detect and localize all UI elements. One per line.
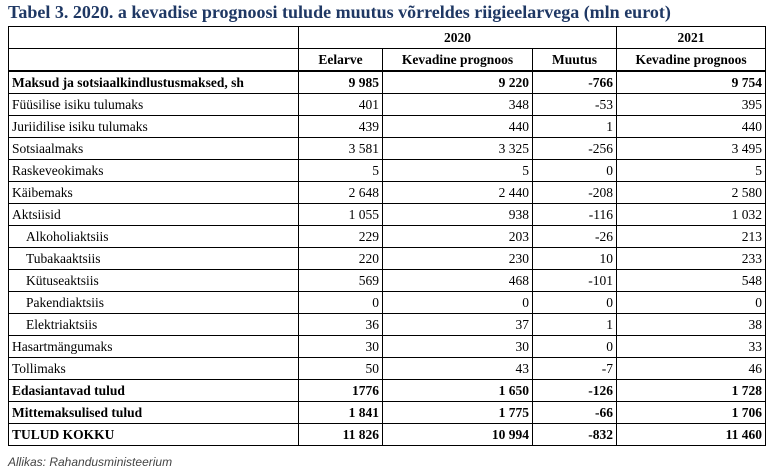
cell-muutus: -53 bbox=[533, 94, 617, 116]
row-label: Juriidilise isiku tulumaks bbox=[9, 116, 299, 138]
header-empty-cell bbox=[9, 27, 299, 49]
row-label: Maksud ja sotsiaalkindlustusmaksed, sh bbox=[9, 71, 299, 94]
cell-muutus: -26 bbox=[533, 226, 617, 248]
cell-eelarve: 401 bbox=[299, 94, 383, 116]
table-row bbox=[9, 138, 766, 160]
row-label: Aktsiisid bbox=[9, 204, 299, 226]
table-row bbox=[9, 116, 766, 138]
cell-eelarve: 5 bbox=[299, 160, 383, 182]
cell-kevadine-2020: 2 440 bbox=[383, 182, 533, 204]
row-label: Raskeveokimaks bbox=[9, 160, 299, 182]
header-empty-label-cell bbox=[9, 49, 299, 72]
row-label: Käibemaks bbox=[9, 182, 299, 204]
cell-muutus: -256 bbox=[533, 138, 617, 160]
header-muutus: Muutus bbox=[533, 49, 617, 72]
table-row bbox=[9, 226, 766, 248]
cell-kevadine-2020: 348 bbox=[383, 94, 533, 116]
cell-kevadine-2021: 33 bbox=[617, 336, 766, 358]
table-row bbox=[9, 248, 766, 270]
header-eelarve: Eelarve bbox=[299, 49, 383, 72]
cell-eelarve: 11 826 bbox=[299, 424, 383, 446]
cell-eelarve: 9 985 bbox=[299, 71, 383, 94]
cell-muutus: -208 bbox=[533, 182, 617, 204]
header-row-years bbox=[9, 27, 766, 49]
header-year-2021: 2021 bbox=[617, 27, 766, 49]
cell-muutus: -832 bbox=[533, 424, 617, 446]
row-label: Sotsiaalmaks bbox=[9, 138, 299, 160]
revenue-table bbox=[8, 26, 766, 446]
cell-kevadine-2021: 5 bbox=[617, 160, 766, 182]
row-label: Alkoholiaktsiis bbox=[9, 226, 299, 248]
table-row bbox=[9, 402, 766, 424]
cell-kevadine-2020: 3 325 bbox=[383, 138, 533, 160]
cell-kevadine-2020: 43 bbox=[383, 358, 533, 380]
row-label: Pakendiaktsiis bbox=[9, 292, 299, 314]
cell-eelarve: 50 bbox=[299, 358, 383, 380]
cell-kevadine-2020: 37 bbox=[383, 314, 533, 336]
cell-eelarve: 439 bbox=[299, 116, 383, 138]
cell-muutus: -7 bbox=[533, 358, 617, 380]
table-row bbox=[9, 94, 766, 116]
cell-kevadine-2020: 5 bbox=[383, 160, 533, 182]
table-row bbox=[9, 160, 766, 182]
row-label: TULUD KOKKU bbox=[9, 424, 299, 446]
cell-kevadine-2020: 1 650 bbox=[383, 380, 533, 402]
cell-kevadine-2020: 0 bbox=[383, 292, 533, 314]
cell-muutus: -116 bbox=[533, 204, 617, 226]
row-label: Hasartmängumaks bbox=[9, 336, 299, 358]
header-kevadine-prognoos-2021: Kevadine prognoos bbox=[617, 49, 766, 72]
row-label: Tollimaks bbox=[9, 358, 299, 380]
header-kevadine-prognoos-2020: Kevadine prognoos bbox=[383, 49, 533, 72]
cell-muutus: 0 bbox=[533, 336, 617, 358]
cell-kevadine-2020: 938 bbox=[383, 204, 533, 226]
cell-eelarve: 229 bbox=[299, 226, 383, 248]
table-row-total bbox=[9, 424, 766, 446]
row-label: Kütuseaktsiis bbox=[9, 270, 299, 292]
row-label: Edasiantavad tulud bbox=[9, 380, 299, 402]
cell-kevadine-2020: 440 bbox=[383, 116, 533, 138]
table-body bbox=[9, 71, 766, 446]
cell-eelarve: 0 bbox=[299, 292, 383, 314]
cell-muutus: 0 bbox=[533, 292, 617, 314]
table-row bbox=[9, 204, 766, 226]
cell-eelarve: 1776 bbox=[299, 380, 383, 402]
cell-eelarve: 1 841 bbox=[299, 402, 383, 424]
cell-muutus: -126 bbox=[533, 380, 617, 402]
table-row bbox=[9, 314, 766, 336]
row-label: Mittemaksulised tulud bbox=[9, 402, 299, 424]
cell-kevadine-2020: 1 775 bbox=[383, 402, 533, 424]
header-row-columns bbox=[9, 49, 766, 72]
cell-kevadine-2021: 38 bbox=[617, 314, 766, 336]
cell-muutus: -766 bbox=[533, 71, 617, 94]
table-row bbox=[9, 71, 766, 94]
cell-eelarve: 569 bbox=[299, 270, 383, 292]
cell-muutus: 1 bbox=[533, 116, 617, 138]
cell-kevadine-2021: 233 bbox=[617, 248, 766, 270]
cell-kevadine-2020: 9 220 bbox=[383, 71, 533, 94]
row-label: Elektriaktsiis bbox=[9, 314, 299, 336]
row-label: Füüsilise isiku tulumaks bbox=[9, 94, 299, 116]
table-title: Tabel 3. 2020. a kevadise prognoosi tulude muutus võrreldes riigieelarvega (mln eurot) bbox=[8, 2, 671, 22]
cell-kevadine-2021: 2 580 bbox=[617, 182, 766, 204]
cell-muutus: -101 bbox=[533, 270, 617, 292]
cell-kevadine-2020: 468 bbox=[383, 270, 533, 292]
cell-muutus: 0 bbox=[533, 160, 617, 182]
cell-kevadine-2021: 9 754 bbox=[617, 71, 766, 94]
table-row bbox=[9, 380, 766, 402]
table-row bbox=[9, 292, 766, 314]
cell-kevadine-2020: 10 994 bbox=[383, 424, 533, 446]
cell-kevadine-2021: 440 bbox=[617, 116, 766, 138]
table-row bbox=[9, 270, 766, 292]
cell-eelarve: 30 bbox=[299, 336, 383, 358]
table-row bbox=[9, 358, 766, 380]
cell-eelarve: 1 055 bbox=[299, 204, 383, 226]
row-label: Tubakaaktsiis bbox=[9, 248, 299, 270]
cell-kevadine-2020: 230 bbox=[383, 248, 533, 270]
table-row bbox=[9, 182, 766, 204]
header-year-2020: 2020 bbox=[299, 27, 617, 49]
cell-kevadine-2021: 1 728 bbox=[617, 380, 766, 402]
cell-muutus: 1 bbox=[533, 314, 617, 336]
cell-kevadine-2020: 203 bbox=[383, 226, 533, 248]
cell-kevadine-2021: 0 bbox=[617, 292, 766, 314]
cell-eelarve: 2 648 bbox=[299, 182, 383, 204]
cell-kevadine-2021: 46 bbox=[617, 358, 766, 380]
cell-kevadine-2021: 1 032 bbox=[617, 204, 766, 226]
cell-eelarve: 3 581 bbox=[299, 138, 383, 160]
cell-kevadine-2020: 30 bbox=[383, 336, 533, 358]
cell-kevadine-2021: 3 495 bbox=[617, 138, 766, 160]
cell-eelarve: 36 bbox=[299, 314, 383, 336]
cell-eelarve: 220 bbox=[299, 248, 383, 270]
table-row bbox=[9, 336, 766, 358]
cell-kevadine-2021: 1 706 bbox=[617, 402, 766, 424]
cell-muutus: -66 bbox=[533, 402, 617, 424]
cell-kevadine-2021: 548 bbox=[617, 270, 766, 292]
cell-kevadine-2021: 11 460 bbox=[617, 424, 766, 446]
cell-kevadine-2021: 213 bbox=[617, 226, 766, 248]
cell-muutus: 10 bbox=[533, 248, 617, 270]
cell-kevadine-2021: 395 bbox=[617, 94, 766, 116]
source-note: Allikas: Rahandusministeerium bbox=[8, 455, 173, 469]
